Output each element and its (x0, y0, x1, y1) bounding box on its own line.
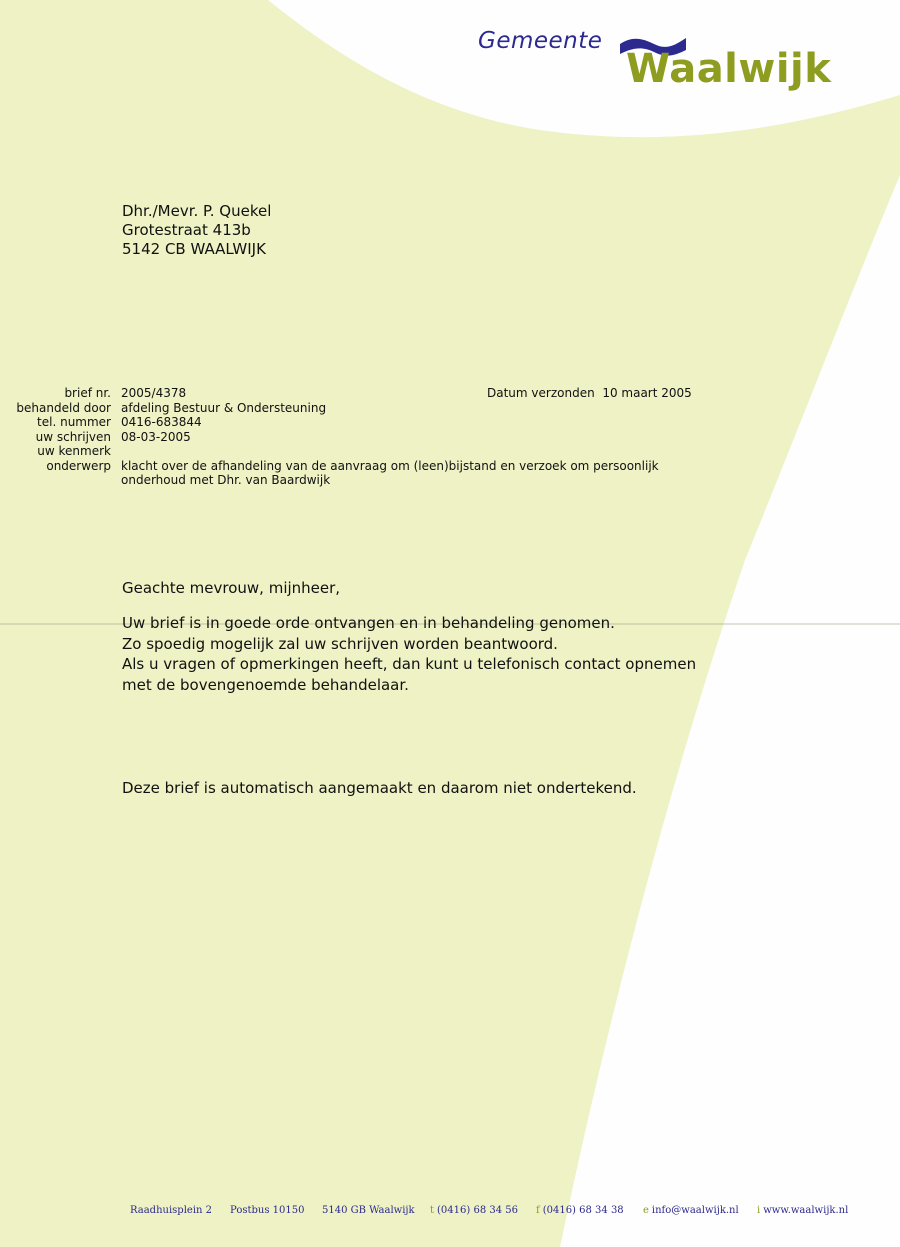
recipient-street: Grotestraat 413b (122, 221, 251, 239)
fax-key: f (536, 1205, 540, 1216)
closing-note: Deze brief is automatisch aangemaakt en daarom niet ondertekend. (122, 779, 637, 797)
body-line: Uw brief is in goede orde ontvangen en in behandeling genomen. (122, 614, 615, 632)
recipient-city: 5142 CB WAALWIJK (122, 240, 266, 258)
body-line: met de bovengenoemde behandelaar. (122, 675, 409, 694)
meta-labels (0, 386, 111, 473)
phone-key: t (430, 1205, 435, 1216)
recipient-name: Dhr./Mevr. P. Quekel (122, 202, 272, 220)
phone-value: (0416) 68 34 56 (437, 1205, 518, 1216)
footer-email[interactable] (643, 1205, 739, 1216)
footer-postcode: 5140 GB Waalwijk (322, 1205, 415, 1216)
website-key: i (757, 1205, 761, 1216)
meta-label: onderwerp (46, 458, 111, 473)
email-value: info@waalwijk.nl (651, 1205, 739, 1216)
email-key: e (643, 1205, 649, 1216)
footer-fax (536, 1205, 624, 1216)
datum-label: Datum verzonden (487, 386, 595, 400)
datum-value: 10 maart 2005 (602, 386, 692, 400)
meta-label: tel. nummer (37, 415, 111, 429)
footer-postbus: Postbus 10150 (230, 1205, 305, 1216)
salutation: Geachte mevrouw, mijnheer, (122, 579, 341, 597)
fax-value: (0416) 68 34 38 (542, 1205, 624, 1216)
tel-nummer-value: 0416-683844 (121, 415, 202, 429)
footer-website[interactable] (757, 1205, 848, 1216)
brief-nr-value: 2005/4378 (121, 386, 187, 400)
municipality-logo (478, 26, 858, 106)
footer-phone (430, 1205, 518, 1216)
letter-body (122, 613, 696, 695)
onderwerp-value: klacht over de afhandeling van de aanvraag om (leen)bijstand en verzoek om persoonlijk onderhoud met Dhr. van Baardwijk (121, 458, 659, 487)
meta-values (121, 386, 721, 488)
logo-gemeente-text: Gemeente (478, 28, 603, 54)
uw-kenmerk-value (121, 444, 721, 459)
meta-label: brief nr. (64, 386, 111, 400)
logo-waalwijk-text: Waalwijk (626, 46, 832, 92)
datum-verzonden (487, 386, 692, 400)
behandeld-door-value: afdeling Bestuur & Ondersteuning (121, 400, 327, 415)
website-value: www.waalwijk.nl (763, 1205, 849, 1216)
footer-address: Raadhuisplein 2 (130, 1205, 212, 1216)
meta-label: uw schrijven (35, 429, 111, 444)
body-line: Als u vragen of opmerkingen heeft, dan kunt u telefonisch contact opnemen (122, 655, 697, 673)
body-line: Zo spoedig mogelijk zal uw schrijven worden beantwoord. (122, 634, 558, 653)
recipient-address (122, 202, 271, 259)
meta-label: uw kenmerk (37, 444, 111, 458)
uw-schrijven-value: 08-03-2005 (121, 429, 191, 444)
meta-label: behandeld door (16, 400, 111, 415)
